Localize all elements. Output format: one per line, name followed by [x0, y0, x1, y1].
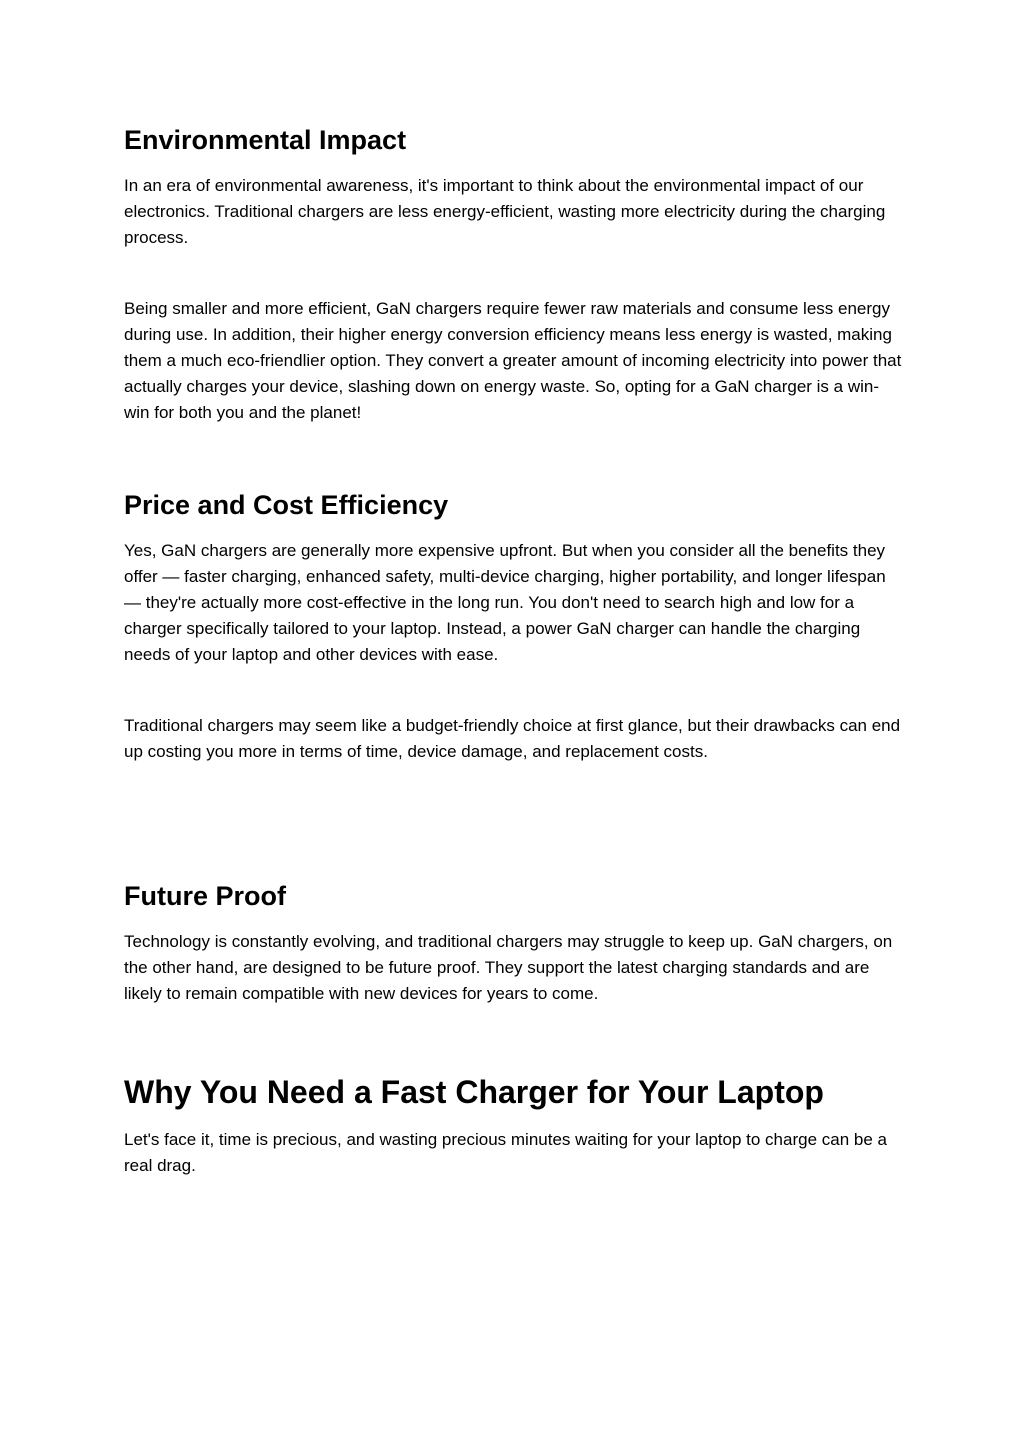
section-environmental-impact [124, 124, 904, 426]
paragraph: Being smaller and more efficient, GaN chargers require fewer raw materials and consume less energy during use. In addition, their higher energy conversion efficiency means less energy is wasted, making them a much eco-friendlier option. They convert a greater amount of incoming electricity into power that actually charges your device, slashing down on energy waste. So, opting for a GaN charger is a win-win for both you and the planet! [124, 299, 902, 422]
section-heading: Environmental Impact [124, 125, 407, 155]
paragraph: In an era of environmental awareness, it's important to think about the environmental impact of our electronics. Traditional chargers are less energy-efficient, wasting more electricity during the charging process. [124, 176, 886, 247]
section-future-proof [124, 880, 904, 1007]
paragraph: Technology is constantly evolving, and traditional chargers may struggle to keep up. GaN chargers, on the other hand, are designed to be future proof. They support the latest charging standards and are likely to remain compatible with new devices for years to come. [124, 932, 893, 1003]
section-heading: Price and Cost Efficiency [124, 490, 449, 520]
paragraph: Let's face it, time is precious, and wasting precious minutes waiting for your laptop to charge can be a real drag. [124, 1130, 887, 1175]
section-heading: Future Proof [124, 881, 286, 911]
paragraph: Traditional chargers may seem like a budget-friendly choice at first glance, but their drawbacks can end up costing you more in terms of time, device damage, and replacement costs. [124, 716, 901, 761]
section-why-fast-charger [124, 1073, 904, 1179]
paragraph: Yes, GaN chargers are generally more expensive upfront. But when you consider all the benefits they offer — faster charging, enhanced safety, multi-device charging, higher portability, and longer lifespan — they're actually more cost-effective in the long run. You don't need to search high and low for a charger specifically tailored to your laptop. Instead, a power GaN charger can handle the charging needs of your laptop and other devices with ease. [124, 541, 886, 664]
section-heading: Why You Need a Fast Charger for Your Laptop [124, 1074, 824, 1110]
section-price-and-cost-efficiency [124, 489, 904, 765]
